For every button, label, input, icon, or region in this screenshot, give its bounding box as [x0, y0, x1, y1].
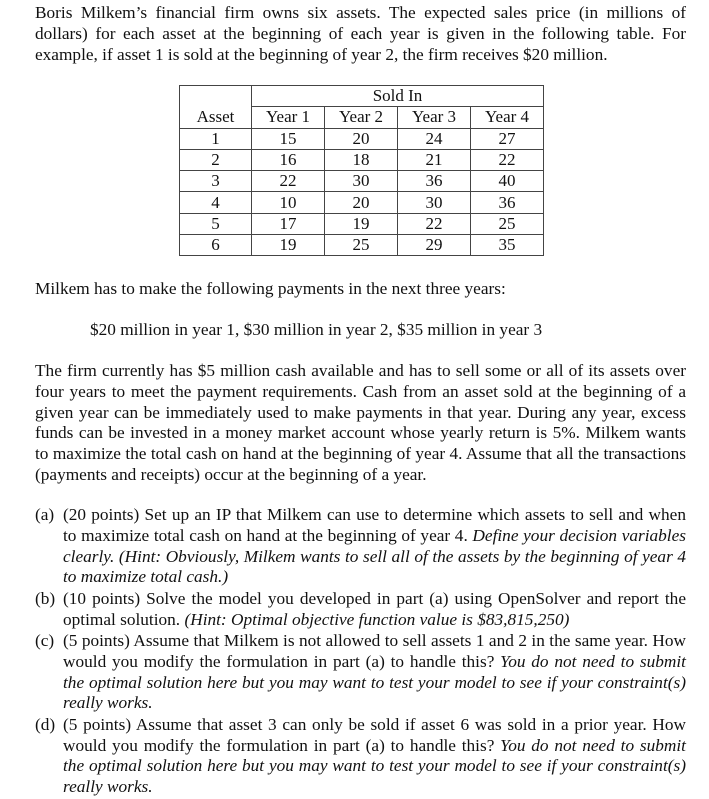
price-cell: 16: [252, 149, 325, 170]
price-cell: 36: [471, 192, 544, 213]
price-cell: 22: [252, 171, 325, 192]
question-label: (d): [35, 714, 56, 734]
year-2-header: Year 2: [325, 107, 398, 128]
price-cell: 35: [471, 235, 544, 256]
intro-paragraph: Boris Milkem’s financial firm owns six assets. The expected sales price (in millions of dollars) for each asset at the beginning of each year is given in the following table. For example, if asset 1 is sold at the beginning of year 2, the firm receives $20 million.: [35, 3, 686, 64]
price-cell: 30: [398, 192, 471, 213]
price-cell: 29: [398, 235, 471, 256]
price-cell: 18: [325, 149, 398, 170]
asset-cell: 5: [180, 213, 252, 234]
table-row: [180, 235, 544, 256]
payments-intro: Milkem has to make the following payments in the next three years:: [35, 279, 506, 298]
price-cell: 15: [252, 128, 325, 149]
question-label: (a): [35, 505, 55, 524]
asset-cell: 3: [180, 171, 252, 192]
question-text: (5 points) Assume that Milkem is not allowed to sell assets 1 and 2 in the same year. How would you modify the formulation in part (a) to handle this?: [63, 630, 686, 671]
table-row: [180, 171, 544, 192]
price-cell: 25: [471, 213, 544, 234]
price-cell: 25: [325, 235, 398, 256]
price-cell: 17: [252, 213, 325, 234]
asset-cell: 6: [180, 235, 252, 256]
price-cell: 20: [325, 128, 398, 149]
question-label: (c): [35, 630, 55, 650]
year-1-header: Year 1: [252, 107, 325, 128]
question-d: [35, 715, 686, 798]
asset-column-header: Asset: [180, 107, 252, 128]
asset-cell: 2: [180, 149, 252, 170]
price-cell: 19: [252, 235, 325, 256]
table-row: [180, 149, 544, 170]
year-4-header: Year 4: [471, 107, 544, 128]
price-cell: 21: [398, 149, 471, 170]
question-hint: Define your decision variables clearly. (Hint: Obviously, Milkem wants to sell all of the assets by the beginning of year 4 to maximize total cash.): [63, 525, 687, 587]
question-label: (b): [35, 588, 56, 608]
asset-cell: 4: [180, 192, 252, 213]
question-hint: You do not need to submit the optimal solution here but you may want to test your model to see if your constraint(s) really works.: [63, 735, 686, 797]
question-text: (20 points) Set up an IP that Milkem can use to determine which assets to sell and when to maximize total cash on hand at the beginning of year 4.: [63, 505, 686, 545]
situation-paragraph: The firm currently has $5 million cash available and has to sell some or all of its assets over four years to meet the payment requirements. Cash from an asset sold at the beginning of a given year can be immediately used to make payments in that year. During any year, excess funds can be invested in a money market account whose yearly return is 5%. Milkem wants to maximize the total cash on hand at the beginning of year 4. Assume that all the transactions (payments and receipts) occur at the beginning of a year.: [35, 361, 686, 484]
question-text: (10 points) Solve the model you developed in part (a) using OpenSolver and report the optimal solution.: [63, 588, 686, 629]
table-row: [180, 192, 544, 213]
question-hint: You do not need to submit the optimal solution here but you may want to test your model to see if your constraint(s) really works.: [63, 651, 686, 713]
price-cell: 10: [252, 192, 325, 213]
price-cell: 27: [471, 128, 544, 149]
price-cell: 24: [398, 128, 471, 149]
table-row: [180, 213, 544, 234]
year-3-header: Year 3: [398, 107, 471, 128]
question-b: [35, 589, 686, 631]
table-corner-cell: [180, 86, 252, 107]
question-hint: (Hint: Optimal objective function value is $83,815,250): [184, 609, 570, 629]
sold-in-header: Sold In: [252, 86, 544, 107]
price-cell: 40: [471, 171, 544, 192]
question-list: [35, 505, 686, 799]
price-cell: 20: [325, 192, 398, 213]
price-cell: 36: [398, 171, 471, 192]
question-text: (5 points) Assume that asset 3 can only be sold if asset 6 was sold in a prior year. How would you modify the formulation in part (a) to handle this?: [63, 714, 686, 755]
price-cell: 22: [398, 213, 471, 234]
question-c: [35, 631, 686, 714]
table-row: [180, 128, 544, 149]
asset-cell: 1: [180, 128, 252, 149]
payments-schedule: $20 million in year 1, $30 million in year 2, $35 million in year 3: [90, 320, 543, 339]
sales-price-table: [179, 85, 544, 256]
price-cell: 30: [325, 171, 398, 192]
price-cell: 22: [471, 149, 544, 170]
price-cell: 19: [325, 213, 398, 234]
question-a: [35, 505, 686, 588]
